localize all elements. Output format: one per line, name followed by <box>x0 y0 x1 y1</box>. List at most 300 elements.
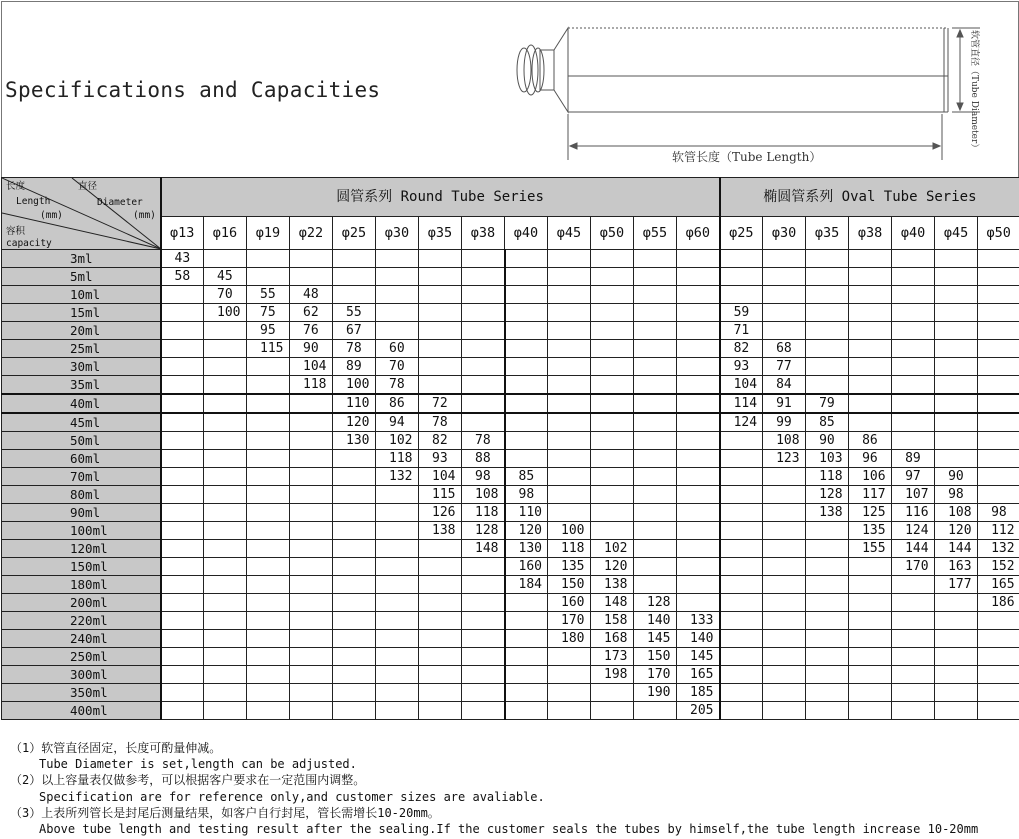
round-length-cell <box>634 450 677 468</box>
table-row <box>2 702 1019 720</box>
round-length-cell <box>591 450 634 468</box>
round-length-cell <box>548 684 591 702</box>
round-length-cell: 170 <box>634 666 677 684</box>
round-length-cell <box>462 612 505 630</box>
round-length-cell <box>419 648 462 666</box>
oval-length-cell <box>720 540 763 558</box>
oval-length-cell <box>978 268 1019 286</box>
oval-length-cell <box>978 250 1019 268</box>
round-length-cell <box>247 684 290 702</box>
round-length-cell <box>677 576 720 594</box>
oval-length-cell <box>978 666 1019 684</box>
round-length-cell <box>290 268 333 286</box>
oval-length-cell: 85 <box>806 413 849 432</box>
round-length-cell: 130 <box>505 540 548 558</box>
round-length-cell <box>376 322 419 340</box>
round-length-cell <box>677 468 720 486</box>
round-length-cell <box>204 630 247 648</box>
round-length-cell: 104 <box>419 468 462 486</box>
round-length-cell <box>505 702 548 720</box>
round-length-cell <box>161 522 204 540</box>
round-length-cell <box>548 504 591 522</box>
oval-length-cell <box>978 432 1019 450</box>
oval-length-cell <box>978 413 1019 432</box>
capacity-cell: 240ml <box>2 630 161 648</box>
round-length-cell <box>204 394 247 413</box>
round-length-cell: 118 <box>462 504 505 522</box>
oval-length-cell <box>892 358 935 376</box>
oval-length-cell <box>978 468 1019 486</box>
table-row <box>2 486 1019 504</box>
table-row <box>2 468 1019 486</box>
capacity-cell: 80ml <box>2 486 161 504</box>
oval-length-cell <box>978 376 1019 395</box>
round-length-cell <box>419 268 462 286</box>
round-length-cell <box>677 358 720 376</box>
oval-length-cell: 170 <box>892 558 935 576</box>
oval-length-cell <box>720 504 763 522</box>
oval-length-cell <box>978 630 1019 648</box>
tube-diameter-label: 软管直径（Tube Diameter） <box>969 30 979 153</box>
round-length-cell <box>376 612 419 630</box>
round-length-cell: 150 <box>548 576 591 594</box>
round-length-cell <box>376 576 419 594</box>
oval-length-cell: 89 <box>892 450 935 468</box>
round-length-cell <box>161 394 204 413</box>
oval-length-cell <box>720 612 763 630</box>
round-length-cell: 76 <box>290 322 333 340</box>
round-length-cell <box>247 576 290 594</box>
round-length-cell <box>204 376 247 395</box>
oval-length-cell: 186 <box>978 594 1019 612</box>
round-length-cell: 115 <box>419 486 462 504</box>
round-length-cell: 120 <box>591 558 634 576</box>
table-row <box>2 394 1019 413</box>
round-length-cell <box>290 504 333 522</box>
oval-length-cell <box>806 322 849 340</box>
oval-length-cell <box>806 630 849 648</box>
round-length-cell: 86 <box>376 394 419 413</box>
oval-length-cell <box>978 648 1019 666</box>
round-length-cell: 98 <box>462 468 505 486</box>
round-length-cell <box>548 358 591 376</box>
round-length-cell <box>376 702 419 720</box>
round-length-cell: 132 <box>376 468 419 486</box>
round-length-cell <box>591 432 634 450</box>
oval-length-cell: 117 <box>849 486 892 504</box>
round-length-cell <box>247 666 290 684</box>
round-length-cell: 100 <box>333 376 376 395</box>
oval-length-cell: 128 <box>806 486 849 504</box>
oval-length-cell <box>763 630 806 648</box>
round-length-cell <box>677 340 720 358</box>
table-row <box>2 376 1019 395</box>
oval-length-cell <box>935 666 978 684</box>
oval-length-cell: 120 <box>935 522 978 540</box>
round-length-cell <box>247 648 290 666</box>
oval-length-cell: 98 <box>978 504 1019 522</box>
round-length-cell <box>290 666 333 684</box>
oval-diameter-header: φ40 <box>892 217 935 250</box>
round-length-cell: 43 <box>161 250 204 268</box>
round-length-cell <box>161 322 204 340</box>
round-length-cell <box>505 612 548 630</box>
corner-length-unit: (mm) <box>40 210 63 221</box>
round-length-cell <box>247 594 290 612</box>
round-length-cell <box>290 558 333 576</box>
oval-length-cell <box>849 630 892 648</box>
round-length-cell <box>161 648 204 666</box>
table-row <box>2 630 1019 648</box>
round-length-cell <box>677 394 720 413</box>
round-length-cell: 160 <box>505 558 548 576</box>
round-length-cell: 78 <box>419 413 462 432</box>
round-length-cell <box>290 250 333 268</box>
oval-length-cell <box>978 286 1019 304</box>
round-length-cell <box>419 376 462 395</box>
round-length-cell <box>290 594 333 612</box>
oval-length-cell: 97 <box>892 468 935 486</box>
round-length-cell <box>419 576 462 594</box>
oval-length-cell <box>935 340 978 358</box>
round-length-cell: 89 <box>333 358 376 376</box>
capacity-cell: 15ml <box>2 304 161 322</box>
oval-diameter-header: φ30 <box>763 217 806 250</box>
round-length-cell <box>548 394 591 413</box>
oval-length-cell <box>806 340 849 358</box>
oval-length-cell: 132 <box>978 540 1019 558</box>
round-length-cell <box>591 486 634 504</box>
round-diameter-header: φ45 <box>548 217 591 250</box>
oval-length-cell <box>720 450 763 468</box>
round-diameter-header: φ38 <box>462 217 505 250</box>
oval-length-cell <box>935 432 978 450</box>
round-length-cell <box>548 432 591 450</box>
round-length-cell <box>161 486 204 504</box>
round-length-cell: 173 <box>591 648 634 666</box>
round-length-cell <box>591 504 634 522</box>
oval-length-cell: 123 <box>763 450 806 468</box>
oval-length-cell <box>978 702 1019 720</box>
round-length-cell <box>548 250 591 268</box>
round-length-cell: 118 <box>376 450 419 468</box>
round-length-cell <box>462 322 505 340</box>
round-length-cell: 168 <box>591 630 634 648</box>
round-length-cell: 165 <box>677 666 720 684</box>
corner-diameter-en: Diameter <box>97 197 143 208</box>
round-length-cell <box>634 486 677 504</box>
round-length-cell: 48 <box>290 286 333 304</box>
notes-section <box>10 740 978 837</box>
round-length-cell: 120 <box>505 522 548 540</box>
round-length-cell <box>634 558 677 576</box>
round-length-cell <box>462 376 505 395</box>
round-length-cell <box>204 684 247 702</box>
round-length-cell <box>376 486 419 504</box>
oval-length-cell <box>806 684 849 702</box>
round-length-cell <box>548 450 591 468</box>
oval-length-cell <box>763 540 806 558</box>
oval-length-cell <box>892 304 935 322</box>
round-length-cell <box>462 250 505 268</box>
round-length-cell <box>333 486 376 504</box>
round-length-cell <box>204 522 247 540</box>
oval-length-cell <box>849 322 892 340</box>
oval-length-cell: 90 <box>806 432 849 450</box>
round-length-cell: 126 <box>419 504 462 522</box>
oval-length-cell <box>720 468 763 486</box>
oval-length-cell <box>763 576 806 594</box>
round-length-cell <box>204 322 247 340</box>
round-length-cell <box>247 504 290 522</box>
round-length-cell: 70 <box>204 286 247 304</box>
round-length-cell <box>247 358 290 376</box>
round-diameter-header: φ55 <box>634 217 677 250</box>
oval-length-cell <box>720 576 763 594</box>
oval-length-cell <box>806 522 849 540</box>
oval-length-cell <box>935 648 978 666</box>
note-cn: （1）软管直径固定，长度可酌量伸减。 <box>10 741 222 755</box>
oval-length-cell: 77 <box>763 358 806 376</box>
round-length-cell: 158 <box>591 612 634 630</box>
capacity-cell: 400ml <box>2 702 161 720</box>
round-length-cell <box>247 450 290 468</box>
oval-length-cell <box>849 702 892 720</box>
round-length-cell: 58 <box>161 268 204 286</box>
oval-length-cell: 114 <box>720 394 763 413</box>
round-length-cell: 100 <box>204 304 247 322</box>
table-row <box>2 522 1019 540</box>
round-length-cell <box>376 594 419 612</box>
oval-length-cell: 144 <box>935 540 978 558</box>
round-length-cell <box>333 576 376 594</box>
round-length-cell <box>462 630 505 648</box>
oval-length-cell: 84 <box>763 376 806 395</box>
table-row <box>2 432 1019 450</box>
note-cn: （3）上表所列管长是封尾后测量结果，如客户自行封尾，管长需增长10-20mm。 <box>10 805 440 820</box>
oval-length-cell <box>892 413 935 432</box>
capacity-cell: 50ml <box>2 432 161 450</box>
round-length-cell <box>505 413 548 432</box>
round-length-cell <box>591 394 634 413</box>
round-length-cell: 62 <box>290 304 333 322</box>
oval-length-cell <box>763 286 806 304</box>
round-length-cell <box>161 540 204 558</box>
oval-length-cell: 124 <box>720 413 763 432</box>
round-length-cell <box>505 358 548 376</box>
note-en: Tube Diameter is set,length can be adjusted. <box>39 757 357 772</box>
round-diameter-header: φ35 <box>419 217 462 250</box>
oval-length-cell: 103 <box>806 450 849 468</box>
round-length-cell <box>505 376 548 395</box>
round-length-cell <box>548 304 591 322</box>
round-length-cell <box>290 413 333 432</box>
round-length-cell <box>462 286 505 304</box>
round-length-cell <box>634 340 677 358</box>
round-length-cell <box>161 376 204 395</box>
oval-length-cell: 107 <box>892 486 935 504</box>
oval-length-cell <box>720 486 763 504</box>
round-length-cell <box>247 486 290 504</box>
table-row <box>2 358 1019 376</box>
round-length-cell <box>634 322 677 340</box>
round-length-cell: 138 <box>591 576 634 594</box>
round-length-cell <box>505 432 548 450</box>
round-length-cell: 78 <box>333 340 376 358</box>
oval-length-cell <box>935 702 978 720</box>
round-length-cell <box>290 630 333 648</box>
round-length-cell <box>462 648 505 666</box>
table-row <box>2 504 1019 522</box>
round-length-cell <box>247 250 290 268</box>
round-length-cell <box>505 630 548 648</box>
round-length-cell: 140 <box>677 630 720 648</box>
table-row <box>2 286 1019 304</box>
round-length-cell <box>419 304 462 322</box>
round-length-cell <box>462 666 505 684</box>
round-length-cell <box>505 286 548 304</box>
oval-length-cell <box>720 558 763 576</box>
round-length-cell <box>333 450 376 468</box>
oval-length-cell <box>978 612 1019 630</box>
round-length-cell: 190 <box>634 684 677 702</box>
oval-length-cell: 144 <box>892 540 935 558</box>
oval-length-cell <box>849 648 892 666</box>
tube-diagram <box>500 10 1000 170</box>
corner-diameter-unit: (mm) <box>133 210 156 221</box>
round-length-cell <box>677 540 720 558</box>
round-length-cell <box>161 576 204 594</box>
round-length-cell <box>161 468 204 486</box>
round-length-cell <box>204 468 247 486</box>
oval-length-cell: 124 <box>892 522 935 540</box>
round-length-cell <box>333 630 376 648</box>
oval-length-cell <box>806 666 849 684</box>
round-length-cell <box>677 504 720 522</box>
oval-length-cell: 104 <box>720 376 763 395</box>
round-length-cell <box>247 468 290 486</box>
oval-length-cell <box>806 702 849 720</box>
round-length-cell <box>634 413 677 432</box>
round-length-cell <box>677 558 720 576</box>
round-length-cell: 108 <box>462 486 505 504</box>
oval-length-cell <box>720 250 763 268</box>
oval-length-cell <box>849 286 892 304</box>
capacity-cell: 350ml <box>2 684 161 702</box>
oval-length-cell <box>935 322 978 340</box>
round-length-cell <box>204 648 247 666</box>
oval-length-cell <box>849 684 892 702</box>
oval-diameter-header: φ35 <box>806 217 849 250</box>
oval-length-cell: 71 <box>720 322 763 340</box>
round-length-cell <box>247 268 290 286</box>
oval-length-cell <box>849 558 892 576</box>
oval-length-cell <box>763 486 806 504</box>
capacity-cell: 60ml <box>2 450 161 468</box>
round-length-cell <box>677 376 720 395</box>
capacity-cell: 300ml <box>2 666 161 684</box>
oval-length-cell <box>720 432 763 450</box>
oval-length-cell: 135 <box>849 522 892 540</box>
round-length-cell: 184 <box>505 576 548 594</box>
round-length-cell <box>290 394 333 413</box>
table-row <box>2 558 1019 576</box>
round-length-cell <box>376 268 419 286</box>
round-length-cell <box>677 486 720 504</box>
capacity-cell: 10ml <box>2 286 161 304</box>
round-length-cell <box>333 684 376 702</box>
oval-length-cell <box>849 594 892 612</box>
round-length-cell <box>333 468 376 486</box>
round-length-cell <box>505 304 548 322</box>
round-length-cell <box>677 522 720 540</box>
round-length-cell: 104 <box>290 358 333 376</box>
oval-length-cell <box>849 304 892 322</box>
round-length-cell <box>333 558 376 576</box>
round-length-cell <box>462 268 505 286</box>
corner-capacity-en: capacity <box>6 238 52 249</box>
round-length-cell: 67 <box>333 322 376 340</box>
round-length-cell: 70 <box>376 358 419 376</box>
round-length-cell <box>161 612 204 630</box>
oval-length-cell <box>763 304 806 322</box>
table-row <box>2 268 1019 286</box>
oval-length-cell <box>849 340 892 358</box>
round-length-cell: 145 <box>634 630 677 648</box>
round-length-cell <box>634 504 677 522</box>
table-row <box>2 594 1019 612</box>
oval-length-cell <box>806 612 849 630</box>
oval-length-cell: 163 <box>935 558 978 576</box>
round-length-cell <box>419 540 462 558</box>
round-length-cell <box>634 468 677 486</box>
oval-length-cell <box>806 268 849 286</box>
oval-length-cell <box>763 612 806 630</box>
oval-length-cell <box>763 666 806 684</box>
oval-length-cell <box>892 340 935 358</box>
oval-length-cell <box>978 340 1019 358</box>
round-length-cell <box>161 432 204 450</box>
round-length-cell: 55 <box>333 304 376 322</box>
round-length-cell <box>376 504 419 522</box>
oval-length-cell <box>892 594 935 612</box>
round-length-cell: 78 <box>462 432 505 450</box>
oval-length-cell: 59 <box>720 304 763 322</box>
capacity-cell: 5ml <box>2 268 161 286</box>
oval-length-cell <box>849 666 892 684</box>
round-length-cell <box>161 450 204 468</box>
table-row <box>2 684 1019 702</box>
round-length-cell: 145 <box>677 648 720 666</box>
oval-length-cell <box>806 304 849 322</box>
round-diameter-header: φ50 <box>591 217 634 250</box>
oval-length-cell <box>892 630 935 648</box>
round-length-cell <box>634 522 677 540</box>
round-length-cell <box>548 486 591 504</box>
round-length-cell <box>548 268 591 286</box>
round-length-cell <box>376 648 419 666</box>
round-length-cell <box>290 522 333 540</box>
round-length-cell <box>505 268 548 286</box>
round-length-cell: 60 <box>376 340 419 358</box>
round-length-cell: 75 <box>247 304 290 322</box>
round-length-cell <box>376 540 419 558</box>
round-length-cell <box>634 250 677 268</box>
round-length-cell <box>247 558 290 576</box>
oval-length-cell <box>935 612 978 630</box>
oval-length-cell: 152 <box>978 558 1019 576</box>
round-length-cell: 138 <box>419 522 462 540</box>
